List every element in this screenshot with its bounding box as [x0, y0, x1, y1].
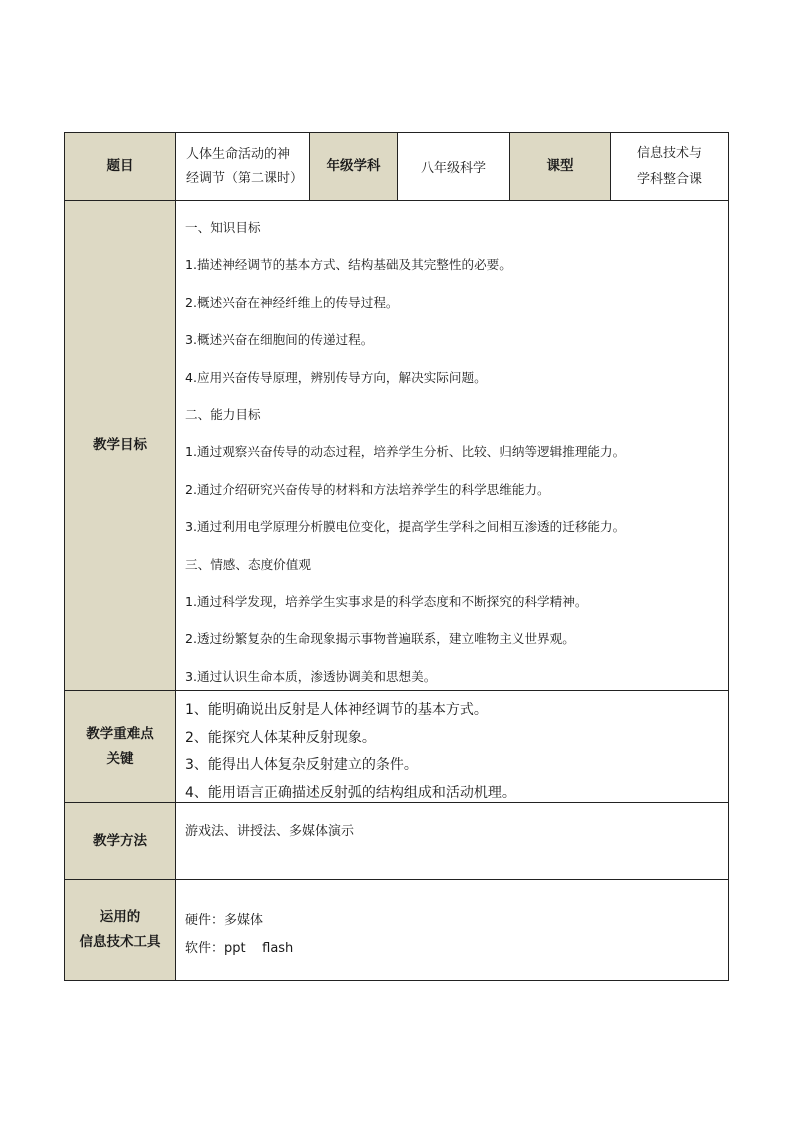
key-point-line: 3、能得出人体复杂反射建立的条件。 — [185, 757, 418, 773]
goals-label — [65, 201, 176, 690]
goal-line: 4.应用兴奋传导原理，辨别传导方向，解决实际问题。 — [185, 369, 487, 385]
tools-label — [65, 880, 176, 980]
type-value — [611, 133, 728, 200]
goal-line: 一、知识目标 — [185, 220, 261, 235]
header-row — [64, 132, 729, 201]
key-point-line: 4、能用语言正确描述反射弧的结构组成和活动机理。 — [185, 784, 516, 801]
goal-line: 1.通过科学发现，培养学生实事求是的科学态度和不断探究的科学精神。 — [185, 593, 588, 609]
tools-line: 硬件：多媒体 — [185, 913, 264, 928]
topic-value — [176, 133, 310, 200]
goals-row — [64, 201, 729, 691]
goal-line: 二、能力目标 — [185, 406, 261, 422]
goal-line: 2.透过纷繁复杂的生命现象揭示事物普遍联系，建立唯物主义世界观。 — [185, 631, 575, 647]
tools-label-line: 信息技术工具 — [79, 934, 161, 950]
goal-line: 3.通过利用电学原理分析膜电位变化，提高学生学科之间相互渗透的迁移能力。 — [185, 519, 626, 535]
lesson-plan-table — [64, 132, 729, 981]
topic-value-line: 人体生命活动的神 — [186, 146, 291, 162]
goals-content — [176, 201, 728, 690]
topic-value-line: 经调节（第二课时） — [186, 170, 304, 186]
goal-line: 1.描述神经调节的基本方式、结构基础及其完整性的必要。 — [185, 257, 512, 273]
tools-label-line: 运用的 — [99, 909, 141, 925]
type-value-line: 学科整合课 — [636, 171, 702, 187]
goal-line: 1.通过观察兴奋传导的动态过程，培养学生分析、比较、归纳等逻辑推理能力。 — [185, 444, 626, 460]
key-points-label — [65, 691, 176, 802]
goals-label-text: 教学目标 — [93, 437, 147, 453]
key-points-label-line: 关键 — [106, 750, 134, 767]
type-value-line: 信息技术与 — [636, 145, 702, 161]
topic-label — [65, 133, 176, 200]
goal-line: 2.通过介绍研究兴奋传导的材料和方法培养学生的科学思维能力。 — [185, 481, 550, 497]
goal-line: 2.概述兴奋在神经纤维上的传导过程。 — [185, 294, 399, 310]
type-label-text: 课型 — [546, 158, 574, 174]
goal-line: 三、情感、态度价值观 — [185, 556, 311, 572]
grade-value-text: 八年级科学 — [420, 161, 486, 176]
tools-line: 软件：ppt flash — [185, 941, 294, 956]
method-value — [176, 803, 728, 879]
type-label — [510, 133, 611, 200]
tools-content — [176, 880, 728, 980]
key-points-row — [64, 691, 729, 803]
method-label — [65, 803, 176, 879]
tools-row — [64, 880, 729, 981]
method-row — [64, 803, 729, 880]
key-point-line: 2、能探究人体某种反射现象。 — [185, 729, 376, 746]
grade-label — [310, 133, 398, 200]
method-value-text: 游戏法、讲授法、多媒体演示 — [185, 824, 355, 839]
key-points-content — [176, 691, 728, 802]
goal-line: 3.通过认识生命本质，渗透协调美和思想美。 — [185, 668, 437, 684]
method-label-text: 教学方法 — [93, 832, 147, 849]
grade-value — [398, 133, 510, 200]
key-point-line: 1、能明确说出反射是人体神经调节的基本方式。 — [185, 702, 488, 718]
goal-line: 3.概述兴奋在细胞间的传递过程。 — [185, 332, 374, 348]
topic-label-text: 题目 — [106, 158, 134, 174]
key-points-label-line: 教学重难点 — [86, 725, 154, 742]
grade-label-text: 年级学科 — [326, 158, 381, 174]
